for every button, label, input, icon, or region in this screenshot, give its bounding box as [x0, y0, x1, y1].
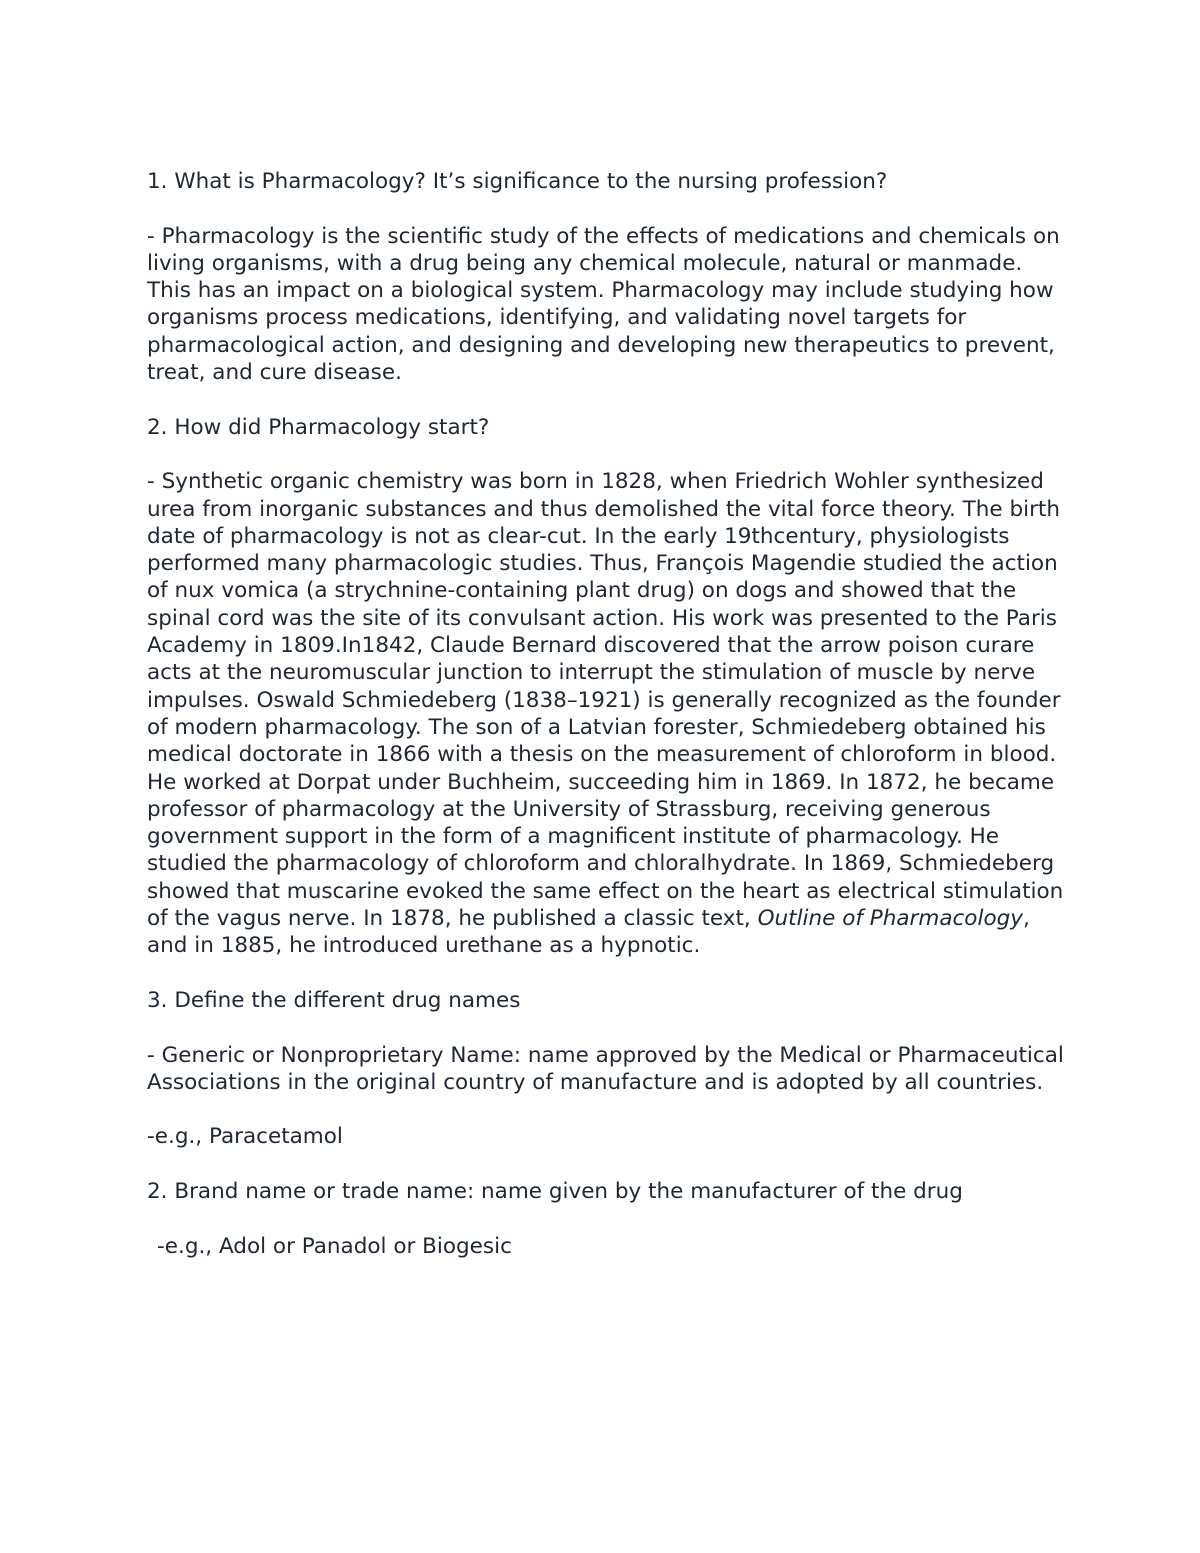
example-brand: -e.g., Adol or Panadol or Biogesic — [157, 1233, 512, 1259]
question-2: 2. How did Pharmacology start? — [147, 414, 490, 440]
answer-3-generic-name: - Generic or Nonproprietary Name: name approved by the Medical or Pharmaceutical Associations in the original country of manufacture and is adopted by all countries. — [147, 1042, 1064, 1095]
document-body — [147, 168, 1067, 1287]
answer-2-text-start: - Synthetic organic chemistry was born in 1828, when Friedrich Wohler synthesized urea from inorganic substances and thus demolished the vital force theory. The birth date of pharmacology is not as clear-cut. In the early 19thcentury, physiologists performed many pharmacologic studies. Thus, François Magendie studied the action of nux vomica (a strychnine-containing plant drug) on dogs and showed that the spinal cord was the site of its convulsant action. His work was presented to the Paris Academy in 1809.In1842, Claude Bernard discovered that the arrow poison curare acts at the neuromuscular junction to interrupt the stimulation of muscle by nerve impulses. Oswald Schmiedeberg (1838–1921) is generally recognized as the founder of modern pharmacology. The son of a Latvian forester, Schmiedeberg obtained his medical doctorate in 1866 with a thesis on the measurement of chloroform in blood. He worked at Dorpat under Buchheim, succeeding him in 1869. In 1872, he became professor of pharmacology at the University of Strassburg, receiving generous government support in the form of a magnificent institute of pharmacology. He studied the pharmacology of chloroform and chloralhydrate. In 1869, Schmiedeberg showed that muscarine evoked the same effect on the heart as electrical stimulation of the vagus nerve. In 1878, he published a classic text, — [147, 469, 1064, 932]
question-3: 3. Define the different drug names — [147, 987, 521, 1013]
question-1: 1. What is Pharmacology? It’s significance to the nursing profession? — [147, 169, 888, 194]
answer-2-text-end: , and in 1885, he introduced urethane as a hypnotic. — [147, 906, 1030, 959]
book-title: Outline of Pharmacology — [757, 906, 1023, 932]
example-generic: -e.g., Paracetamol — [147, 1124, 343, 1150]
answer-1: - Pharmacology is the scientific study of the effects of medications and chemicals on living organisms, with a drug being any chemical molecule, natural or manmade. This has an impact on a biological system. Pharmacology may include studying how organisms process medications, identifying, and validating novel targets for pharmacological action, and designing and developing new therapeutics to prevent, treat, and cure disease. — [147, 223, 1060, 386]
answer-2 — [147, 468, 1067, 959]
item-brand-name: 2. Brand name or trade name: name given by the manufacturer of the drug — [147, 1178, 963, 1204]
